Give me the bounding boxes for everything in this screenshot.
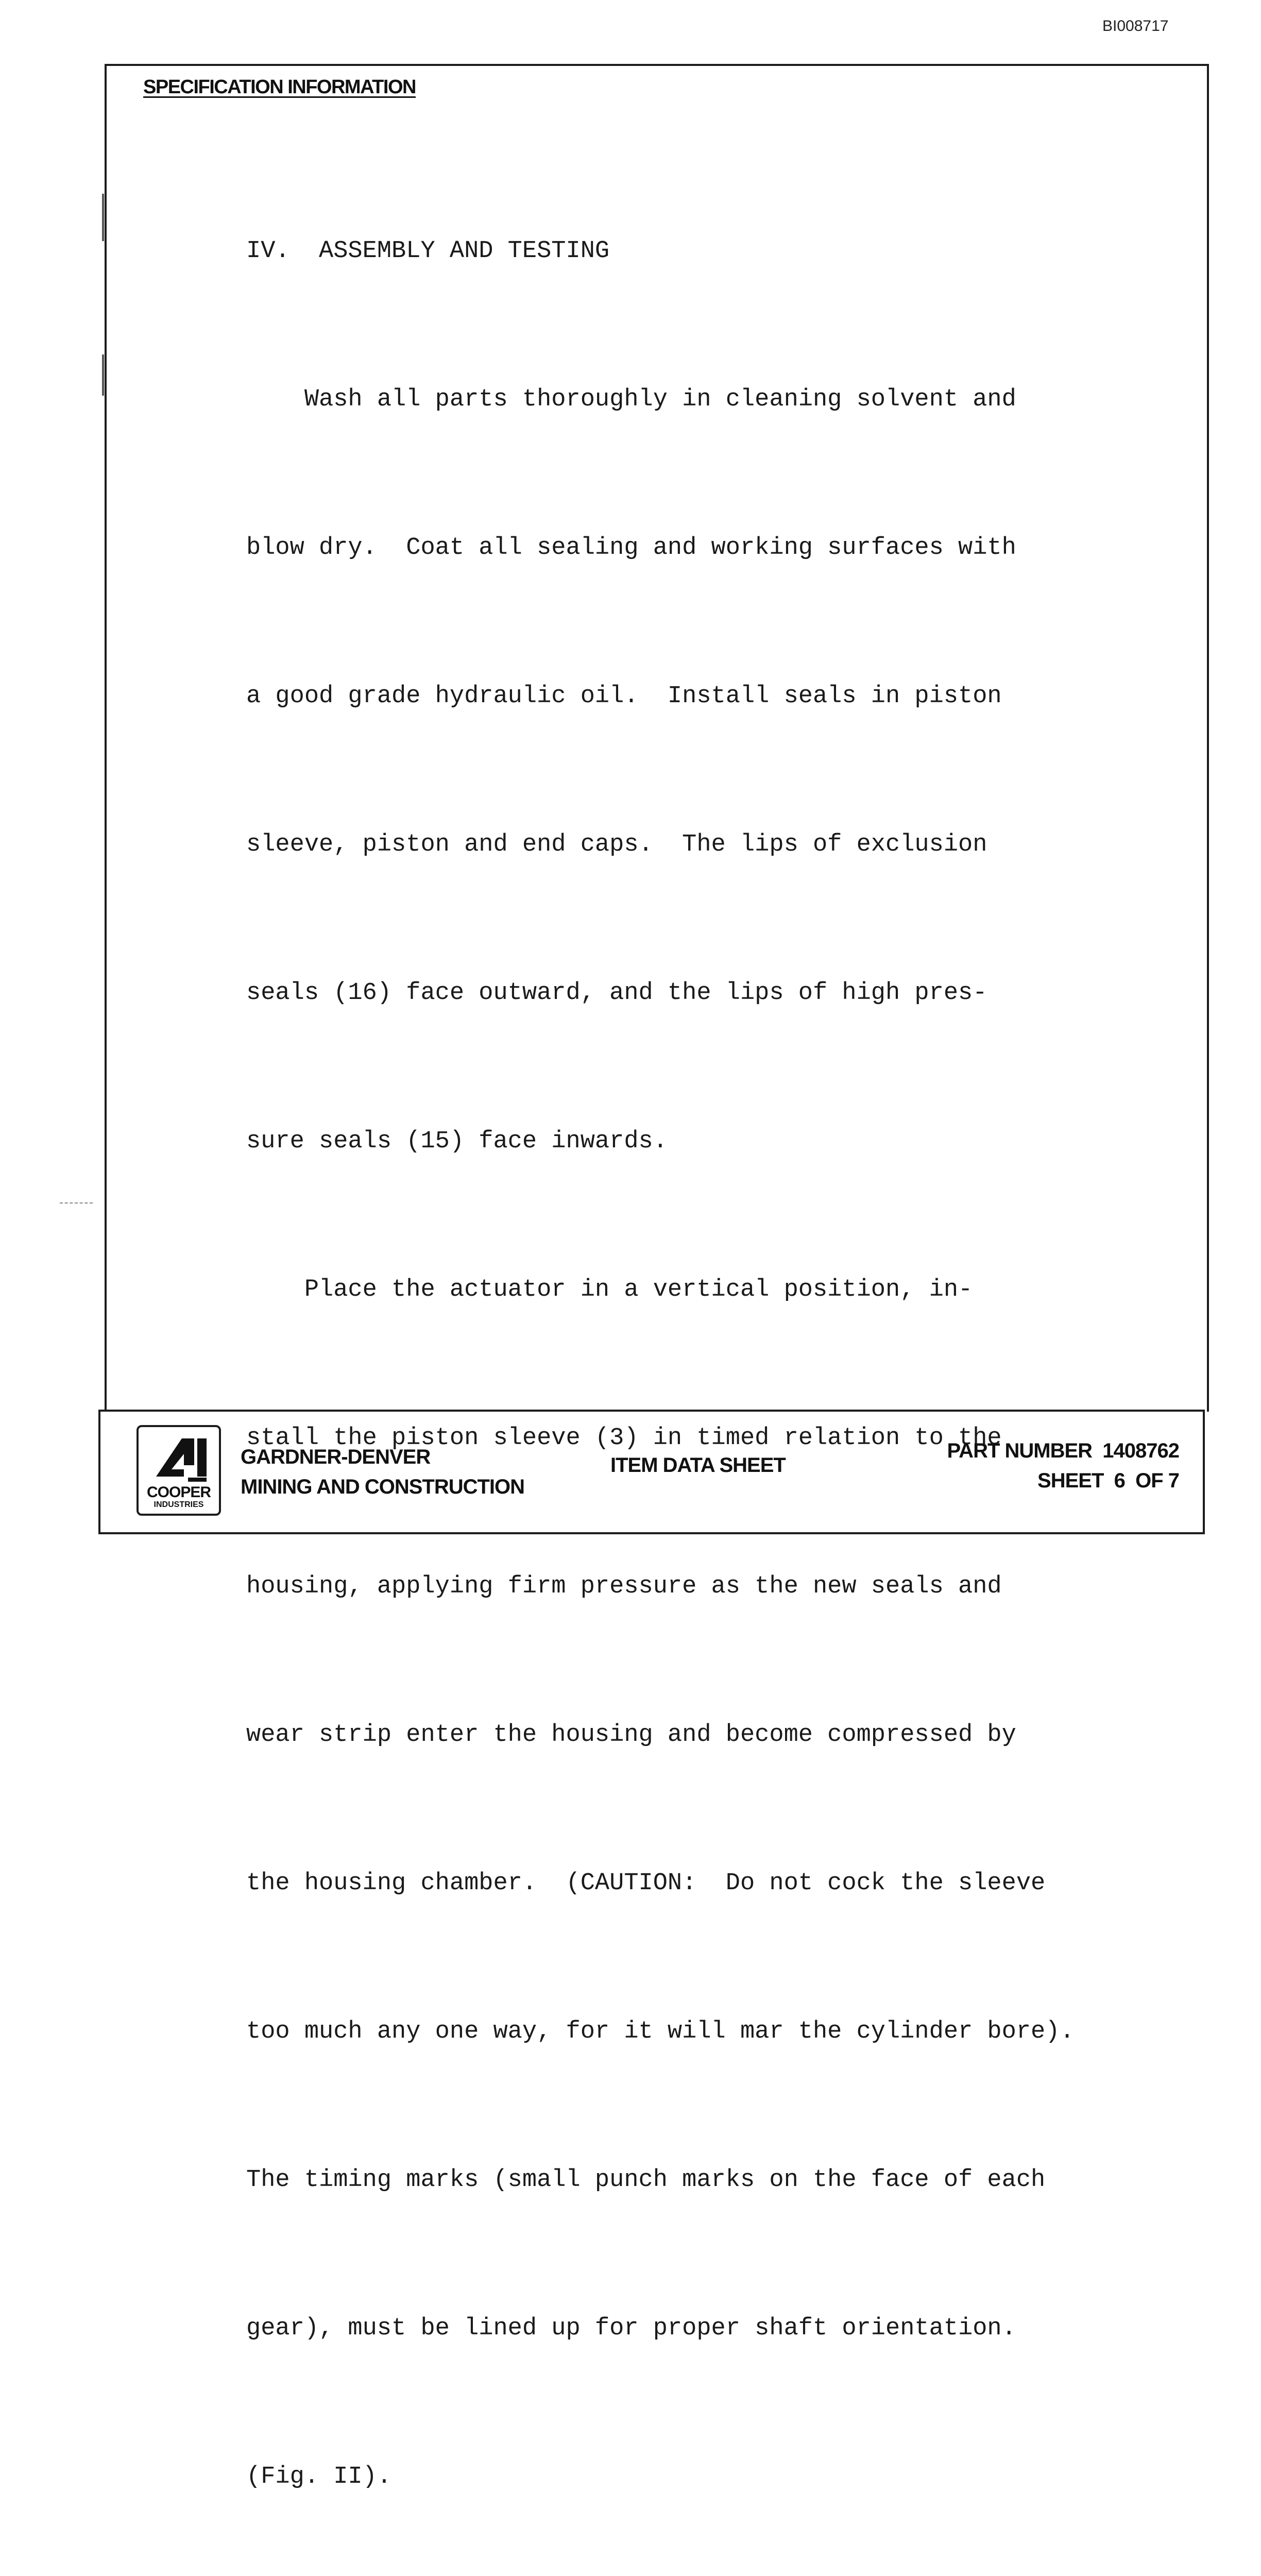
text-line: sure seals (15) face inwards. — [246, 1128, 668, 1155]
text-line: housing, applying firm pressure as the new seals and — [246, 1573, 1002, 1600]
spec-heading: SPECIFICATION INFORMATION — [143, 76, 416, 98]
text-line: wear strip enter the housing and become compressed by — [246, 1721, 1016, 1749]
section-title: IV. ASSEMBLY AND TESTING — [246, 238, 610, 265]
part-number: PART NUMBER 1408762 — [947, 1439, 1179, 1462]
cooper-logo — [137, 1425, 221, 1516]
footer-title-block — [98, 1410, 1205, 1534]
text-line: (Fig. II). — [246, 2463, 392, 2490]
logo-subtitle: INDUSTRIES — [154, 1500, 204, 1509]
text-line: too much any one way, for it will mar the cylinder bore). — [246, 2018, 1075, 2045]
margin-mark — [60, 1202, 93, 1204]
text-line: The timing marks (small punch marks on the face of each — [246, 2166, 1046, 2194]
company-division: MINING AND CONSTRUCTION — [241, 1476, 525, 1498]
sheet-number: SHEET 6 OF 7 — [1037, 1469, 1179, 1492]
document-id: BI008717 — [1102, 18, 1169, 35]
text-line: sleeve, piston and end caps. The lips of exclusion — [246, 831, 987, 858]
text-line: Wash all parts thoroughly in cleaning solvent and — [246, 386, 1016, 413]
text-line: blow dry. Coat all sealing and working surfaces with — [246, 534, 1016, 562]
text-line: seals (16) face outward, and the lips of high pres- — [246, 979, 987, 1007]
text-line: Place the actuator in a vertical position, in- — [246, 1276, 973, 1303]
text-line: a good grade hydraulic oil. Install seals in piston — [246, 683, 1002, 710]
cooper-logo-icon — [152, 1433, 210, 1483]
item-data-sheet-label: ITEM DATA SHEET — [610, 1454, 786, 1477]
text-line: gear), must be lined up for proper shaft orientation. — [246, 2315, 1016, 2342]
logo-name: COOPER — [146, 1484, 211, 1501]
body-text — [246, 128, 1122, 2576]
scan-artifact — [102, 354, 104, 396]
text-line: the housing chamber. (CAUTION: Do not cock the sleeve — [246, 1870, 1046, 1897]
text-line: stall the piston sleeve (3) in timed relation to the — [246, 1425, 1002, 1452]
scan-artifact — [102, 194, 104, 241]
company-name: GARDNER-DENVER — [241, 1446, 431, 1468]
